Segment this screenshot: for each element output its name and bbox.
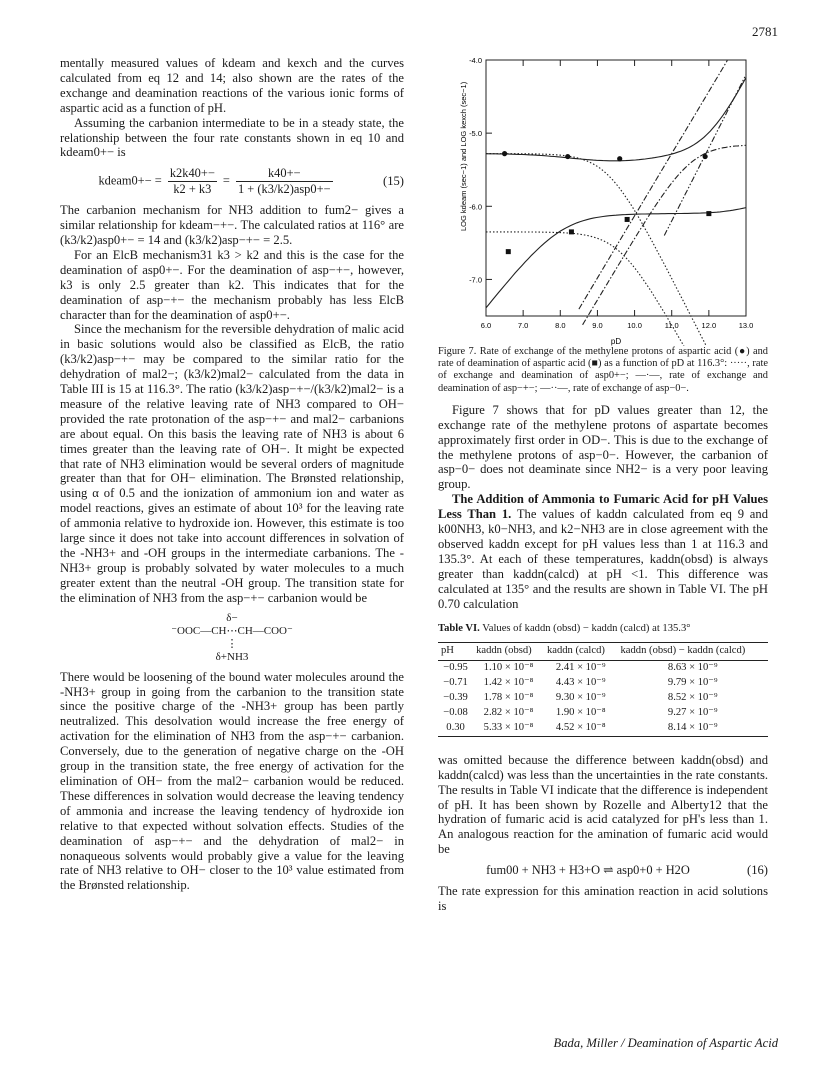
paragraph: The rate expression for this amination reaction in acid solutions is xyxy=(438,884,768,913)
table-cell: 9.30 × 10⁻⁹ xyxy=(555,692,606,704)
paragraph: Assuming the carbanion intermediate to be in a steady state, the relationship between the four rate constants shown in eq 10 and kdeam0+− is xyxy=(60,115,404,160)
table-cell: 2.82 × 10⁻⁸ xyxy=(483,707,534,719)
paragraph: The carbanion mechanism for NH3 addition to fum2− gives a similar relationship for kdeam−+−. The calculated ratios at 116° are (k3/k2)asp0+− = 14 and (k3/k2)asp−+− = 2.5. xyxy=(60,203,404,247)
exchange-point xyxy=(703,154,708,159)
paragraph: There would be loosening of the bound water molecules around the -NH3+ group in going from the carbanion to the transition state since the positive charge of the -NH3+ group has been partly neutralized. This desolvation would increase the free energy of activation for the elimination of NH3 from the asp−+− carbanion. Conversely, due to the generation of negative charge on the -OH group in the transition state, the free energy of activation for the elimination of OH− from the mal2− carbanion would be reduced. These differences in solvation would decrease the leaving tendency of ammonia and increase the leaving tendency of hydroxide ion relative to that expected without solvation effects. Studies of the deamination of asp−+− and the dehydration of mal2− in nonaqueous solvents would probably give a value for the leaving rate of NH3 relative to OH− closer to the 10³ value estimated from the Brønsted relationship. xyxy=(60,669,404,893)
exchange-point xyxy=(617,156,622,161)
table-cell: 1.42 × 10⁻⁸ xyxy=(483,677,534,689)
y-tick-label: -5.0 xyxy=(469,129,482,139)
paragraph xyxy=(438,492,768,611)
plot-frame xyxy=(486,60,746,316)
table-cell: 4.52 × 10⁻⁸ xyxy=(544,721,618,736)
paragraph: mentally measured values of kdeam and kexch and the curves calculated from eq 12 and 14; also shown are the rates of the exchange and deamination reactions of the various ionic forms of aspartic acid as a function of pH. xyxy=(60,56,404,115)
table-cell: 8.52 × 10⁻⁹ xyxy=(667,692,718,704)
fraction xyxy=(236,166,333,197)
x-tick-label: 12.0 xyxy=(701,321,717,330)
x-tick-label: 9.0 xyxy=(592,321,603,330)
table-cell: 8.63 × 10⁻⁹ xyxy=(667,662,718,674)
table-cell: −0.39 xyxy=(443,692,468,704)
x-tick-label: 7.0 xyxy=(517,321,529,330)
table-header: kaddn (obsd) xyxy=(473,643,544,661)
table-cell: −0.71 xyxy=(443,677,468,689)
table-title: Table VI. xyxy=(438,622,480,634)
fraction xyxy=(168,166,217,197)
numerator: k2k40+− xyxy=(169,166,215,181)
denominator: k2 + k3 xyxy=(173,182,212,197)
x-tick-label: 6.0 xyxy=(480,321,492,330)
paragraph: Since the mechanism for the reversible dehydration of malic acid in basic solutions would also be classified as ElcB, the ratio (k3/k2)asp−+− may be compared to the similar ratio for the dehydration of mal2−; (k3/k2)mal2− calculated from the data in Table III is 15 at 116.3°. The ratio (k3/k2)asp−+−/(k3/k2)mal2− is a measure of the relative leaving rate of NH3 compared to OH− provided the rate protonation of the asp−+− and mal2− carbanions are about equal. On this basis the leaving rate of NH3 is about 6 times greater than the leaving rate of OH−. It might be expected that rate of NH3 elimination would be several orders of magnitude greater than that for OH− elimination. The Brønsted relationship, using α of 0.5 and the ionization of ammonium ion and water as model reactions, gives an estimate of about 10³ for the leaving rate of ammonia relative to hydroxide ion. However, this estimate is too large since it does not take into account differences in solvation of the -NH3+ and -OH groups in the intermediate carbanions. The -NH3+ group is probably solvated by water molecules to a much greater extent than the neutral -OH group. The transition state for the elimination of NH3 from the asp−+− carbanion would be xyxy=(60,322,404,605)
numerator: k40+− xyxy=(236,166,333,182)
left-column xyxy=(60,56,404,893)
figure-7-chart xyxy=(438,56,768,346)
structure-line: ⁻OOC—CH⋯CH—COO⁻ xyxy=(171,624,293,637)
paragraph-text: The values of kaddn calculated from eq 9 and k00NH3, k0−NH3, and k2−NH3 are in close agreement with the observed kaddn except for pH values less than 1 at 116.3 and 135.3°. At each of these temperatures, kaddn(obsd) is always greater than kaddn(calcd) at pH <1. This difference was calculated at 135° and the results are shown in Table VI. The pH 0.70 calculation xyxy=(438,507,768,611)
denominator: 1 + (k3/k2)asp0+− xyxy=(238,182,331,197)
deamination-point xyxy=(506,249,511,254)
table-cell: 5.33 × 10⁻⁸ xyxy=(473,721,544,736)
deamination-point xyxy=(625,217,630,222)
table-cell: −0.08 xyxy=(443,707,468,719)
table-cell: 0.30 xyxy=(438,721,473,736)
paragraph: Figure 7 shows that for pD values greater than 12, the exchange rate of the methylene protons of aspartate becomes approximately first order in OD−. This is due to the exchange of the methylene protons of asp−0−. However, the carbanion of asp−0− does not deaminate since NH2− is a very poor leaving group. xyxy=(438,402,768,492)
table-header: pH xyxy=(438,643,473,661)
figure-7 xyxy=(438,56,768,346)
equation-body: fum00 + NH3 + H3+O ⇌ asp0+0 + H2O xyxy=(486,863,690,878)
x-tick-label: 8.0 xyxy=(555,321,566,330)
asp0-curve-exchange xyxy=(486,154,707,346)
y-tick-label: -4.0 xyxy=(469,56,482,65)
deamination-point xyxy=(569,229,574,234)
table-vi xyxy=(438,642,768,736)
equation-lhs: kdeam0+− = xyxy=(98,173,162,188)
table-cell: 2.41 × 10⁻⁹ xyxy=(555,662,606,674)
table-cell: 9.79 × 10⁻⁹ xyxy=(667,677,718,689)
table-row xyxy=(438,706,768,721)
figure-caption: Figure 7. Rate of exchange of the methylene protons of aspartic acid (●) and rate of deamination of aspartic acid (■) as a function of pD at 116.3°: ·····, rate of exchange and deamination of asp0+−; —·—, rate of exchange and deamination of asp−+−; —··—, rate of exchange of asp−0−. xyxy=(438,346,768,394)
y-tick-label: -6.0 xyxy=(469,202,482,212)
equation-number: (15) xyxy=(383,174,404,189)
x-tick-label: 10.0 xyxy=(627,321,642,330)
table-row xyxy=(438,676,768,691)
page-number: 2781 xyxy=(752,24,778,39)
table-cell: 8.14 × 10⁻⁹ xyxy=(618,721,769,736)
y-axis-label: LOG kdeam (sec−1) and LOG kexch (sec−1) xyxy=(459,81,468,231)
table-cell: 4.43 × 10⁻⁹ xyxy=(555,677,606,689)
deamination-curve xyxy=(486,208,746,308)
x-axis-label: pD xyxy=(610,337,622,346)
equation-16 xyxy=(438,863,768,878)
asp0-curve-deamination xyxy=(486,232,688,346)
x-tick-label: 13.0 xyxy=(738,321,754,330)
exchange-point xyxy=(502,151,507,156)
paragraph: was omitted because the difference between kaddn(obsd) and kaddn(calcd) was less than the uncertainties in the rate constants. The results in Table VI indicate that the difference is independent of pH. It has been shown by Rozelle and Alberty12 that the hydration of fumaric acid is acid catalyzed for pH's less than 1. An analogous reaction for the amination of fumaric acid would be xyxy=(438,752,768,857)
structure-line: ⋮ xyxy=(226,637,238,650)
section-heading: The Addition of Ammonia to Fumaric Acid for pH Values Less Than 1. xyxy=(438,492,768,522)
table-cell: 9.27 × 10⁻⁹ xyxy=(667,707,718,719)
table-caption-text: Values of kaddn (obsd) − kaddn (calcd) at 135.3° xyxy=(482,622,691,634)
table-caption xyxy=(438,622,768,637)
deamination-point xyxy=(706,211,711,216)
transition-state-structure xyxy=(60,612,404,664)
right-column xyxy=(438,56,768,914)
table-row xyxy=(438,721,768,736)
table-cell: −0.95 xyxy=(443,662,468,674)
table-header: kaddn (obsd) − kaddn (calcd) xyxy=(618,643,769,661)
equation-15: kdeam0+− = $\frac{k2k40+-}{k2 + k3}$ = $\frac{k40+-}{\text{1 + (k3/k2)asp0+−}}$ (15) xyxy=(98,166,404,197)
table-row xyxy=(438,691,768,706)
x-tick-label: 11.0 xyxy=(664,321,679,330)
exchange-curve xyxy=(486,78,746,161)
table-row xyxy=(438,661,768,676)
paragraph: For an ElcB mechanism31 k3 > k2 and this is the case for the deamination of asp0+−. For the deamination of asp−+−, however, k3 is only 2.5 greater than k2. This indicates that for the deamination of asp−+− the mechanism probably has less ElcB character than for the deamination of asp0+−. xyxy=(60,247,404,322)
asp-minus-curve-exchange xyxy=(579,61,727,310)
structure-line: δ− xyxy=(226,611,238,624)
structure-line: δ+NH3 xyxy=(215,650,249,663)
table-cell: 1.78 × 10⁻⁸ xyxy=(483,692,534,704)
y-tick-label: -7.0 xyxy=(469,275,482,285)
table-cell: 1.90 × 10⁻⁸ xyxy=(555,707,606,719)
running-footer: Bada, Miller / Deamination of Aspartic Acid xyxy=(553,1036,778,1050)
exchange-point xyxy=(565,154,570,159)
table-cell: 1.10 × 10⁻⁸ xyxy=(483,662,534,674)
equation-number: (16) xyxy=(747,863,768,878)
table-header: kaddn (calcd) xyxy=(544,643,618,661)
